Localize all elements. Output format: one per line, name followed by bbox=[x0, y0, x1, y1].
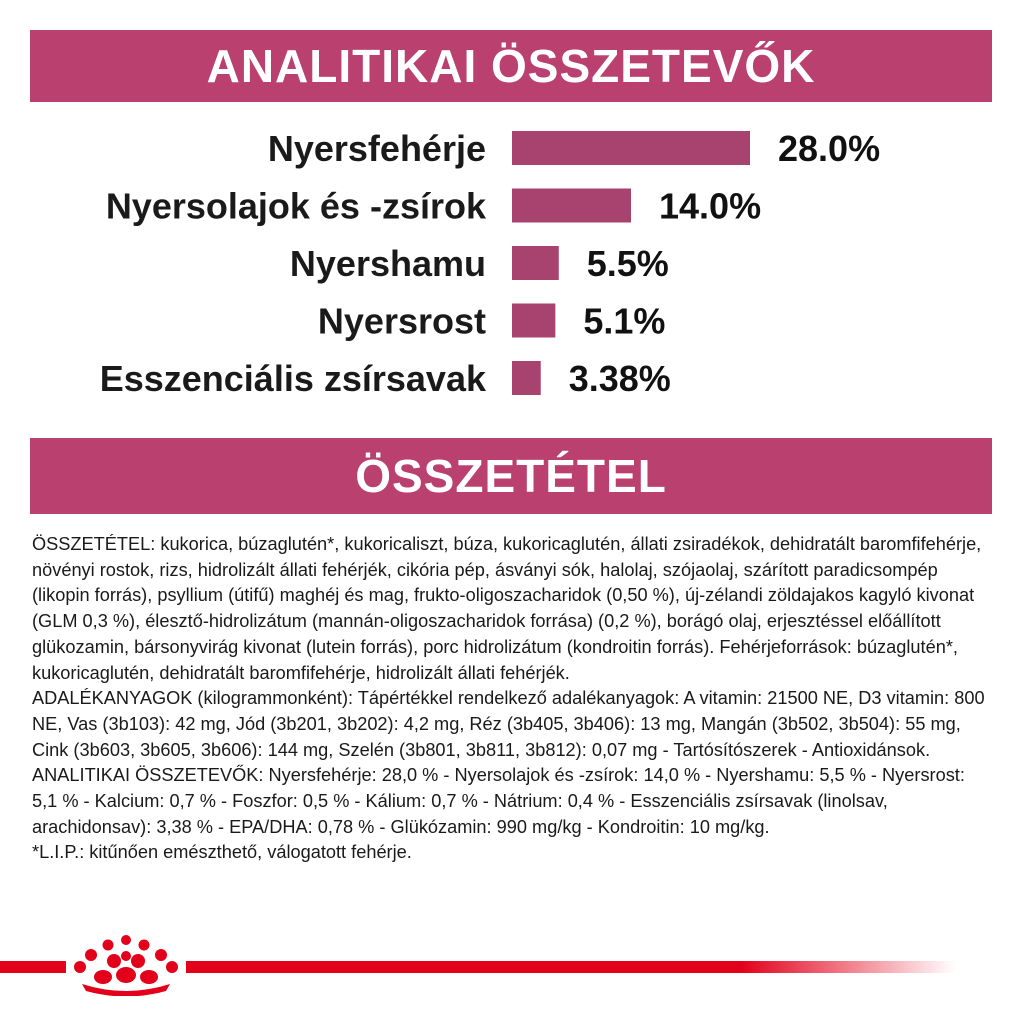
value-label: 3.38% bbox=[568, 358, 671, 399]
bar bbox=[512, 131, 750, 165]
composition-analytics: ANALITIKAI ÖSSZETEVŐK: Nyersfehérje: 28,0 % - Nyersolajok és -zsírok: 14,0 % - Nyershamu: 5,5 % - Nyersrost: 5,1 % - Kalcium: 0,7 % - Foszfor: 0,5 % - Kálium: 0,7 % - Nátrium: 0,4 % - Esszenciális zsírsavak (linolsav, arachidonsav): 3,38 % - EPA/DHA: 0,78 % - Glükózamin: 990 mg/kg - Kondroitin: 10 mg/kg. bbox=[32, 765, 965, 837]
footer-stripe-left bbox=[0, 961, 66, 973]
category-label: Nyersfehérje bbox=[267, 128, 486, 169]
composition-text bbox=[32, 532, 994, 866]
bar bbox=[512, 361, 541, 395]
value-label: 5.1% bbox=[583, 300, 666, 342]
nutrient-bar-chart bbox=[0, 120, 1024, 410]
category-label: Nyersrost bbox=[317, 300, 486, 342]
category-label: Nyershamu bbox=[289, 243, 486, 284]
category-label: Nyersolajok és -zsírok bbox=[105, 185, 486, 227]
footer-stripe-right bbox=[186, 961, 956, 973]
bar bbox=[512, 189, 631, 223]
category-label: Esszenciális zsírsavak bbox=[99, 358, 486, 399]
analytics-header-banner bbox=[30, 30, 992, 102]
value-label: 28.0% bbox=[778, 128, 881, 169]
bar bbox=[512, 246, 559, 280]
value-label: 5.5% bbox=[586, 243, 669, 284]
composition-ingredients: ÖSSZETÉTEL: kukorica, búzaglutén*, kukoricaliszt, búza, kukoricaglutén, állati zsiradékok, dehidratált baromfifehérje, növényi rostok, rizs, hidrolizált állati fehérjék, cikória pép, ásványi sók, halolaj, szójaolaj, szárított paradicsompép (likopin forrás), psyllium (útifű) maghéj és mag, frukto-oligoszacharidok (0,50 %), új-zélandi zöldajakos kagyló kivonat (GLM 0,3 %), élesztő-hidrolizátum (mannán-oligoszacharidok forrása) (0,2 %), borágó olaj, erjesztéssel előállított glükozamin, bársonyvirág kivonat (lutein forrás), porc hidrolizátum (kondroitin forrás). Fehérjeforrások: búzaglutén*, kukoricaglutén, dehidratált baromfifehérje, hidrolizált állati fehérjék. bbox=[32, 534, 982, 683]
analytics-title: ANALITIKAI ÖSSZETEVŐK bbox=[206, 40, 816, 92]
composition-header-banner bbox=[30, 438, 992, 514]
composition-title: ÖSSZETÉTEL bbox=[355, 450, 667, 502]
bar bbox=[512, 304, 555, 338]
composition-additives: ADALÉKANYAGOK (kilogrammonként): Tápértékkel rendelkező adalékanyagok: A vitamin: 21500 NE, D3 vitamin: 800 NE, Vas (3b103): 42 mg, Jód (3b201, 3b202): 4,2 mg, Réz (3b405, 3b406): 13 mg, Mangán (3b502, 3b504): 55 mg, Cink (3b603, 3b605, 3b606): 144 mg, Szelén (3b801, 3b811, 3b812): 0,07 mg - Tartósítószerek - Antioxidánsok. bbox=[32, 688, 985, 760]
value-label: 14.0% bbox=[659, 185, 762, 227]
crown-icon bbox=[68, 934, 184, 996]
composition-footnote: *L.I.P.: kitűnően emészthető, válogatott fehérje. bbox=[32, 842, 412, 863]
